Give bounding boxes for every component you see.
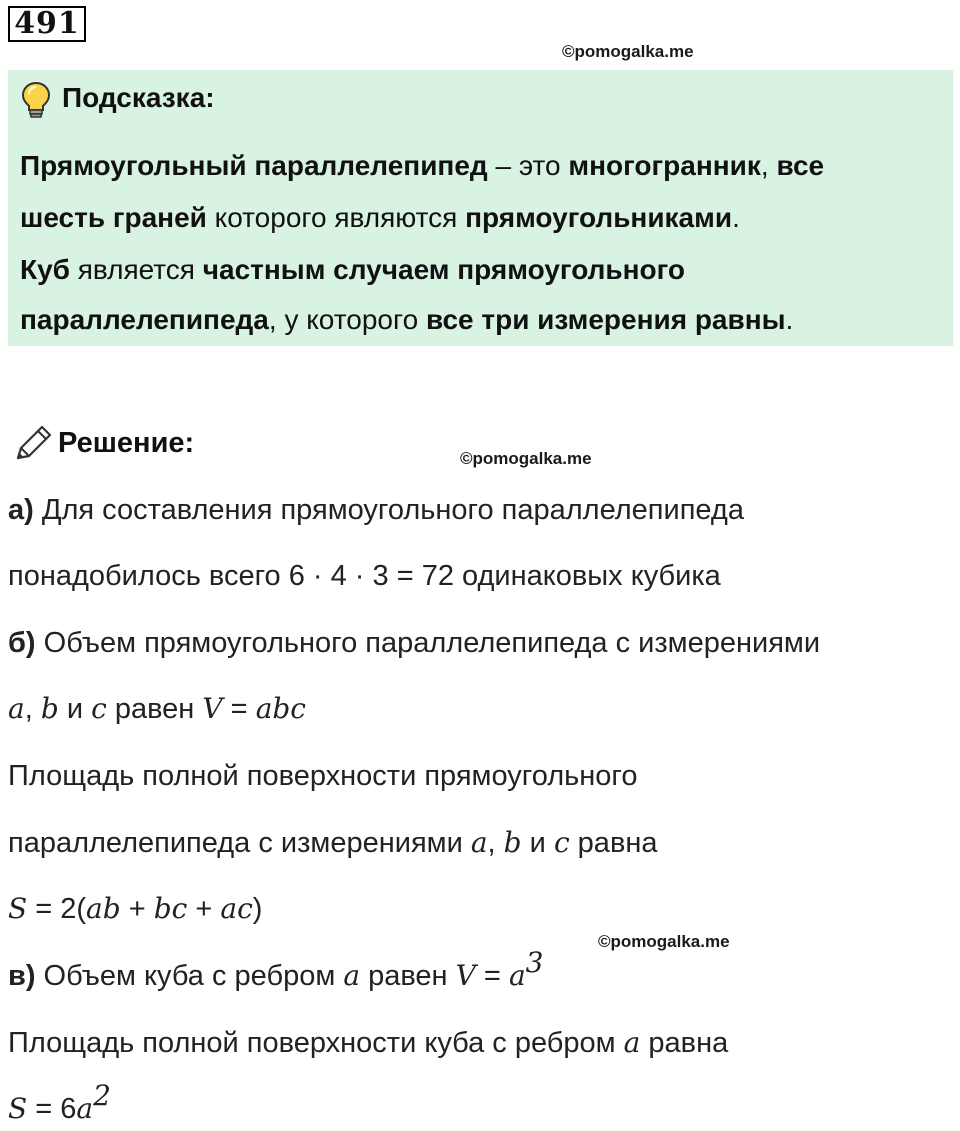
watermark: ©pomogalka.me (460, 449, 592, 468)
hint-line: Куб является частным случаем прямоугольного (20, 254, 686, 285)
pencil-icon (12, 424, 54, 464)
task-number: 491 (8, 6, 86, 42)
watermark: ©pomogalka.me (598, 932, 730, 951)
solution-line: параллелепипеда с измерениями a, b и c равна (8, 826, 658, 859)
solution-line: a, b и c равен V = abc (8, 692, 306, 725)
solution-title: Решение: (58, 427, 195, 459)
solution-line: $S = 6a^2$ (8, 1079, 111, 1125)
hint-line: параллелепипеда, у которого все три измерения равны. (20, 304, 794, 335)
hint-title: Подсказка: (62, 82, 215, 113)
watermark: ©pomogalka.me (562, 42, 694, 61)
solution-line: б) Объем прямоугольного параллелепипеда с измерениями (8, 627, 821, 659)
hint-line: шесть граней которого являются прямоугольниками. (20, 202, 740, 233)
solution-line: а) Для составления прямоугольного параллелепипеда (8, 494, 744, 526)
hint-line: Прямоугольный параллелепипед – это многогранник, все (20, 150, 825, 181)
lightbulb-icon (20, 80, 52, 120)
solution-line: понадобилось всего 6 · 4 · 3 = 72 одинаковых кубика (8, 560, 721, 592)
solution-line: в) Объем куба с ребром a равен $V = a^3$ (8, 946, 544, 992)
solution-line: S = 2(ab + bc + ac) (8, 892, 263, 925)
solution-line: Площадь полной поверхности прямоугольного (8, 760, 638, 792)
solution-line: Площадь полной поверхности куба с ребром a равна (8, 1026, 729, 1059)
